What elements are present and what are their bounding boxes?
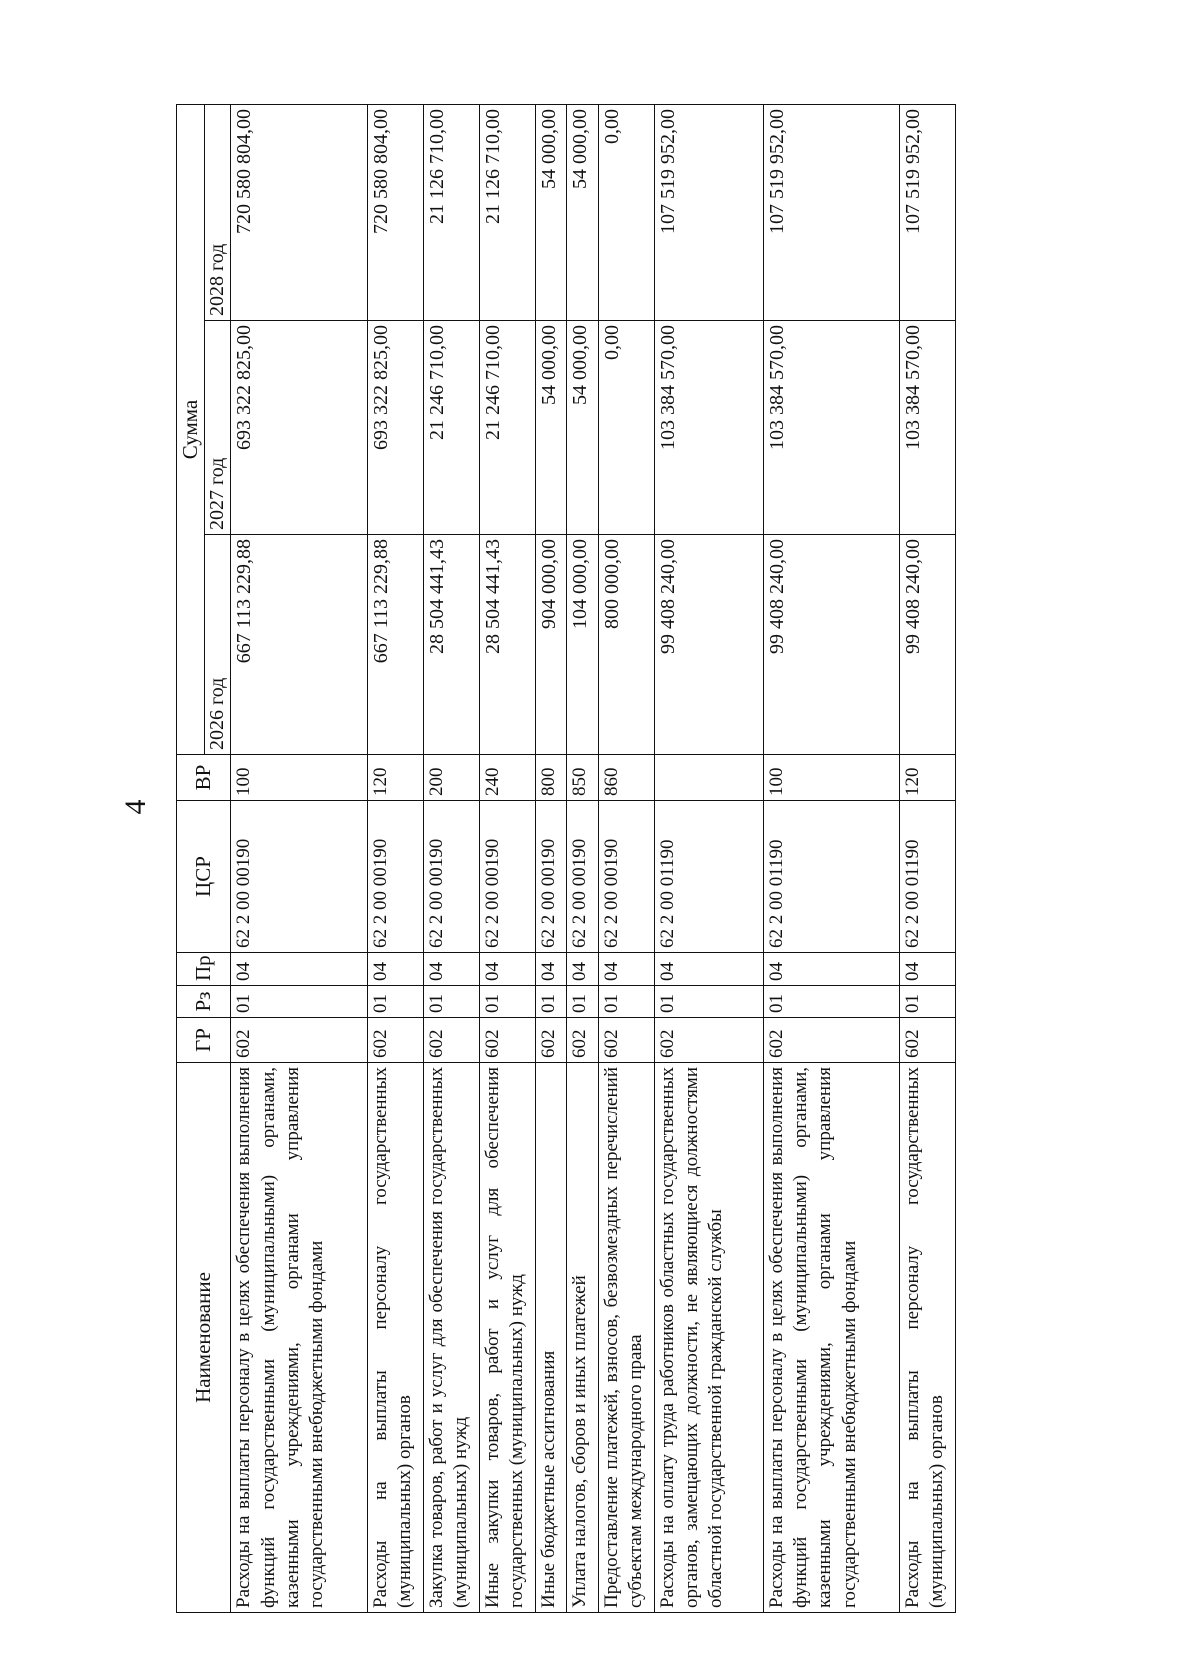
table-body — [231, 105, 956, 1613]
row-vr: 200 — [423, 755, 479, 801]
row-pr: 04 — [536, 953, 567, 986]
row-rz: 01 — [654, 986, 763, 1018]
row-pr: 04 — [567, 953, 598, 986]
row-sum-2028: 54 000,00 — [536, 105, 567, 321]
header-year-2027: 2027 год — [204, 321, 231, 535]
row-sum-2027: 693 322 825,00 — [367, 321, 423, 535]
row-sum-2027: 21 246 710,00 — [480, 321, 536, 535]
table-row — [367, 105, 423, 1613]
row-sum-2028: 54 000,00 — [567, 105, 598, 321]
row-pr: 04 — [480, 953, 536, 986]
table-row — [654, 105, 763, 1613]
row-sum-2027: 54 000,00 — [567, 321, 598, 535]
row-gr: 602 — [480, 1018, 536, 1063]
row-name: Уплата налогов, сборов и иных платежей — [567, 1063, 598, 1613]
row-name: Иные закупки товаров, работ и услуг для обеспечения государственных (муниципальных) нужд — [480, 1063, 536, 1613]
header-year-2026: 2026 год — [204, 535, 231, 755]
row-sum-2027: 103 384 570,00 — [654, 321, 763, 535]
row-sum-2026: 800 000,00 — [598, 535, 654, 755]
row-gr: 602 — [598, 1018, 654, 1063]
row-sum-2028: 107 519 952,00 — [654, 105, 763, 321]
row-pr: 04 — [763, 953, 899, 986]
table-row — [480, 105, 536, 1613]
row-sum-2028: 107 519 952,00 — [763, 105, 899, 321]
row-sum-2026: 99 408 240,00 — [654, 535, 763, 755]
row-csr: 62 2 00 00190 — [231, 801, 367, 953]
row-sum-2026: 104 000,00 — [567, 535, 598, 755]
row-sum-2026: 904 000,00 — [536, 535, 567, 755]
row-gr: 602 — [536, 1018, 567, 1063]
row-vr: 100 — [231, 755, 367, 801]
row-sum-2028: 107 519 952,00 — [899, 105, 955, 321]
table-row — [567, 105, 598, 1613]
row-sum-2027: 21 246 710,00 — [423, 321, 479, 535]
row-pr: 04 — [231, 953, 367, 986]
row-gr: 602 — [423, 1018, 479, 1063]
row-vr: 850 — [567, 755, 598, 801]
row-name: Закупка товаров, работ и услуг для обеспечения государственных (муниципальных) нужд — [423, 1063, 479, 1613]
header-csr: ЦСР — [177, 801, 231, 953]
row-pr: 04 — [654, 953, 763, 986]
row-gr: 602 — [763, 1018, 899, 1063]
row-rz: 01 — [763, 986, 899, 1018]
row-sum-2026: 667 113 229,88 — [367, 535, 423, 755]
header-gr: ГР — [177, 1018, 231, 1063]
row-sum-2028: 720 580 804,00 — [231, 105, 367, 321]
row-vr: 240 — [480, 755, 536, 801]
row-pr: 04 — [423, 953, 479, 986]
row-sum-2026: 99 408 240,00 — [899, 535, 955, 755]
row-gr: 602 — [367, 1018, 423, 1063]
row-rz: 01 — [367, 986, 423, 1018]
table-row — [423, 105, 479, 1613]
row-rz: 01 — [423, 986, 479, 1018]
row-name: Расходы на выплаты персоналу государственных (муниципальных) органов — [367, 1063, 423, 1613]
row-sum-2027: 693 322 825,00 — [231, 321, 367, 535]
table-row — [763, 105, 899, 1613]
row-sum-2028: 21 126 710,00 — [423, 105, 479, 321]
header-row-1 — [177, 105, 205, 1613]
row-name: Расходы на выплаты персоналу в целях обеспечения выполнения функций государственными (муниципальными) органами, казенными учреждениями, органами управления государственными внебюджетными фондами — [231, 1063, 367, 1613]
row-gr: 602 — [899, 1018, 955, 1063]
row-vr: 120 — [899, 755, 955, 801]
row-csr: 62 2 00 00190 — [536, 801, 567, 953]
rotated-table-container — [176, 105, 956, 1613]
row-csr: 62 2 00 00190 — [367, 801, 423, 953]
row-csr: 62 2 00 01190 — [654, 801, 763, 953]
row-csr: 62 2 00 00190 — [423, 801, 479, 953]
row-sum-2028: 0,00 — [598, 105, 654, 321]
table-row — [598, 105, 654, 1613]
row-rz: 01 — [231, 986, 367, 1018]
row-sum-2026: 667 113 229,88 — [231, 535, 367, 755]
table-row — [899, 105, 955, 1613]
row-sum-2028: 21 126 710,00 — [480, 105, 536, 321]
row-vr: 100 — [763, 755, 899, 801]
row-name: Расходы на оплату труда работников областных государственных органов, замещающих должности, не являющиеся должностями областной государственной гражданской службы — [654, 1063, 763, 1613]
row-name: Предоставление платежей, взносов, безвозмездных перечислений субъектам международного права — [598, 1063, 654, 1613]
row-pr: 04 — [598, 953, 654, 986]
row-gr: 602 — [654, 1018, 763, 1063]
row-pr: 04 — [899, 953, 955, 986]
row-rz: 01 — [899, 986, 955, 1018]
row-sum-2026: 28 504 441,43 — [423, 535, 479, 755]
header-name: Наименование — [177, 1063, 231, 1613]
row-csr: 62 2 00 01190 — [899, 801, 955, 953]
row-rz: 01 — [536, 986, 567, 1018]
row-pr: 04 — [367, 953, 423, 986]
row-sum-2027: 0,00 — [598, 321, 654, 535]
table-row — [231, 105, 367, 1613]
row-sum-2026: 99 408 240,00 — [763, 535, 899, 755]
row-sum-2028: 720 580 804,00 — [367, 105, 423, 321]
header-pr: Пр — [177, 953, 231, 986]
row-csr: 62 2 00 00190 — [480, 801, 536, 953]
row-vr — [654, 755, 763, 801]
row-rz: 01 — [598, 986, 654, 1018]
row-vr: 860 — [598, 755, 654, 801]
row-gr: 602 — [231, 1018, 367, 1063]
row-rz: 01 — [480, 986, 536, 1018]
row-csr: 62 2 00 01190 — [763, 801, 899, 953]
row-rz: 01 — [567, 986, 598, 1018]
row-vr: 120 — [367, 755, 423, 801]
header-rz: Рз — [177, 986, 231, 1018]
header-vr: ВР — [177, 755, 231, 801]
row-name: Расходы на выплаты персоналу в целях обеспечения выполнения функций государственными (муниципальными) органами, казенными учреждениями, органами управления государственными внебюджетными фондами — [763, 1063, 899, 1613]
row-sum-2027: 103 384 570,00 — [899, 321, 955, 535]
row-name: Расходы на выплаты персоналу государственных (муниципальных) органов — [899, 1063, 955, 1613]
page-number: 4 — [119, 799, 152, 815]
header-sum: Сумма — [177, 105, 205, 755]
row-sum-2027: 54 000,00 — [536, 321, 567, 535]
header-year-2028: 2028 год — [204, 105, 231, 321]
row-csr: 62 2 00 00190 — [567, 801, 598, 953]
row-gr: 602 — [567, 1018, 598, 1063]
row-csr: 62 2 00 00190 — [598, 801, 654, 953]
row-sum-2027: 103 384 570,00 — [763, 321, 899, 535]
row-vr: 800 — [536, 755, 567, 801]
row-name: Иные бюджетные ассигнования — [536, 1063, 567, 1613]
row-sum-2026: 28 504 441,43 — [480, 535, 536, 755]
budget-table — [176, 104, 956, 1613]
table-row — [536, 105, 567, 1613]
